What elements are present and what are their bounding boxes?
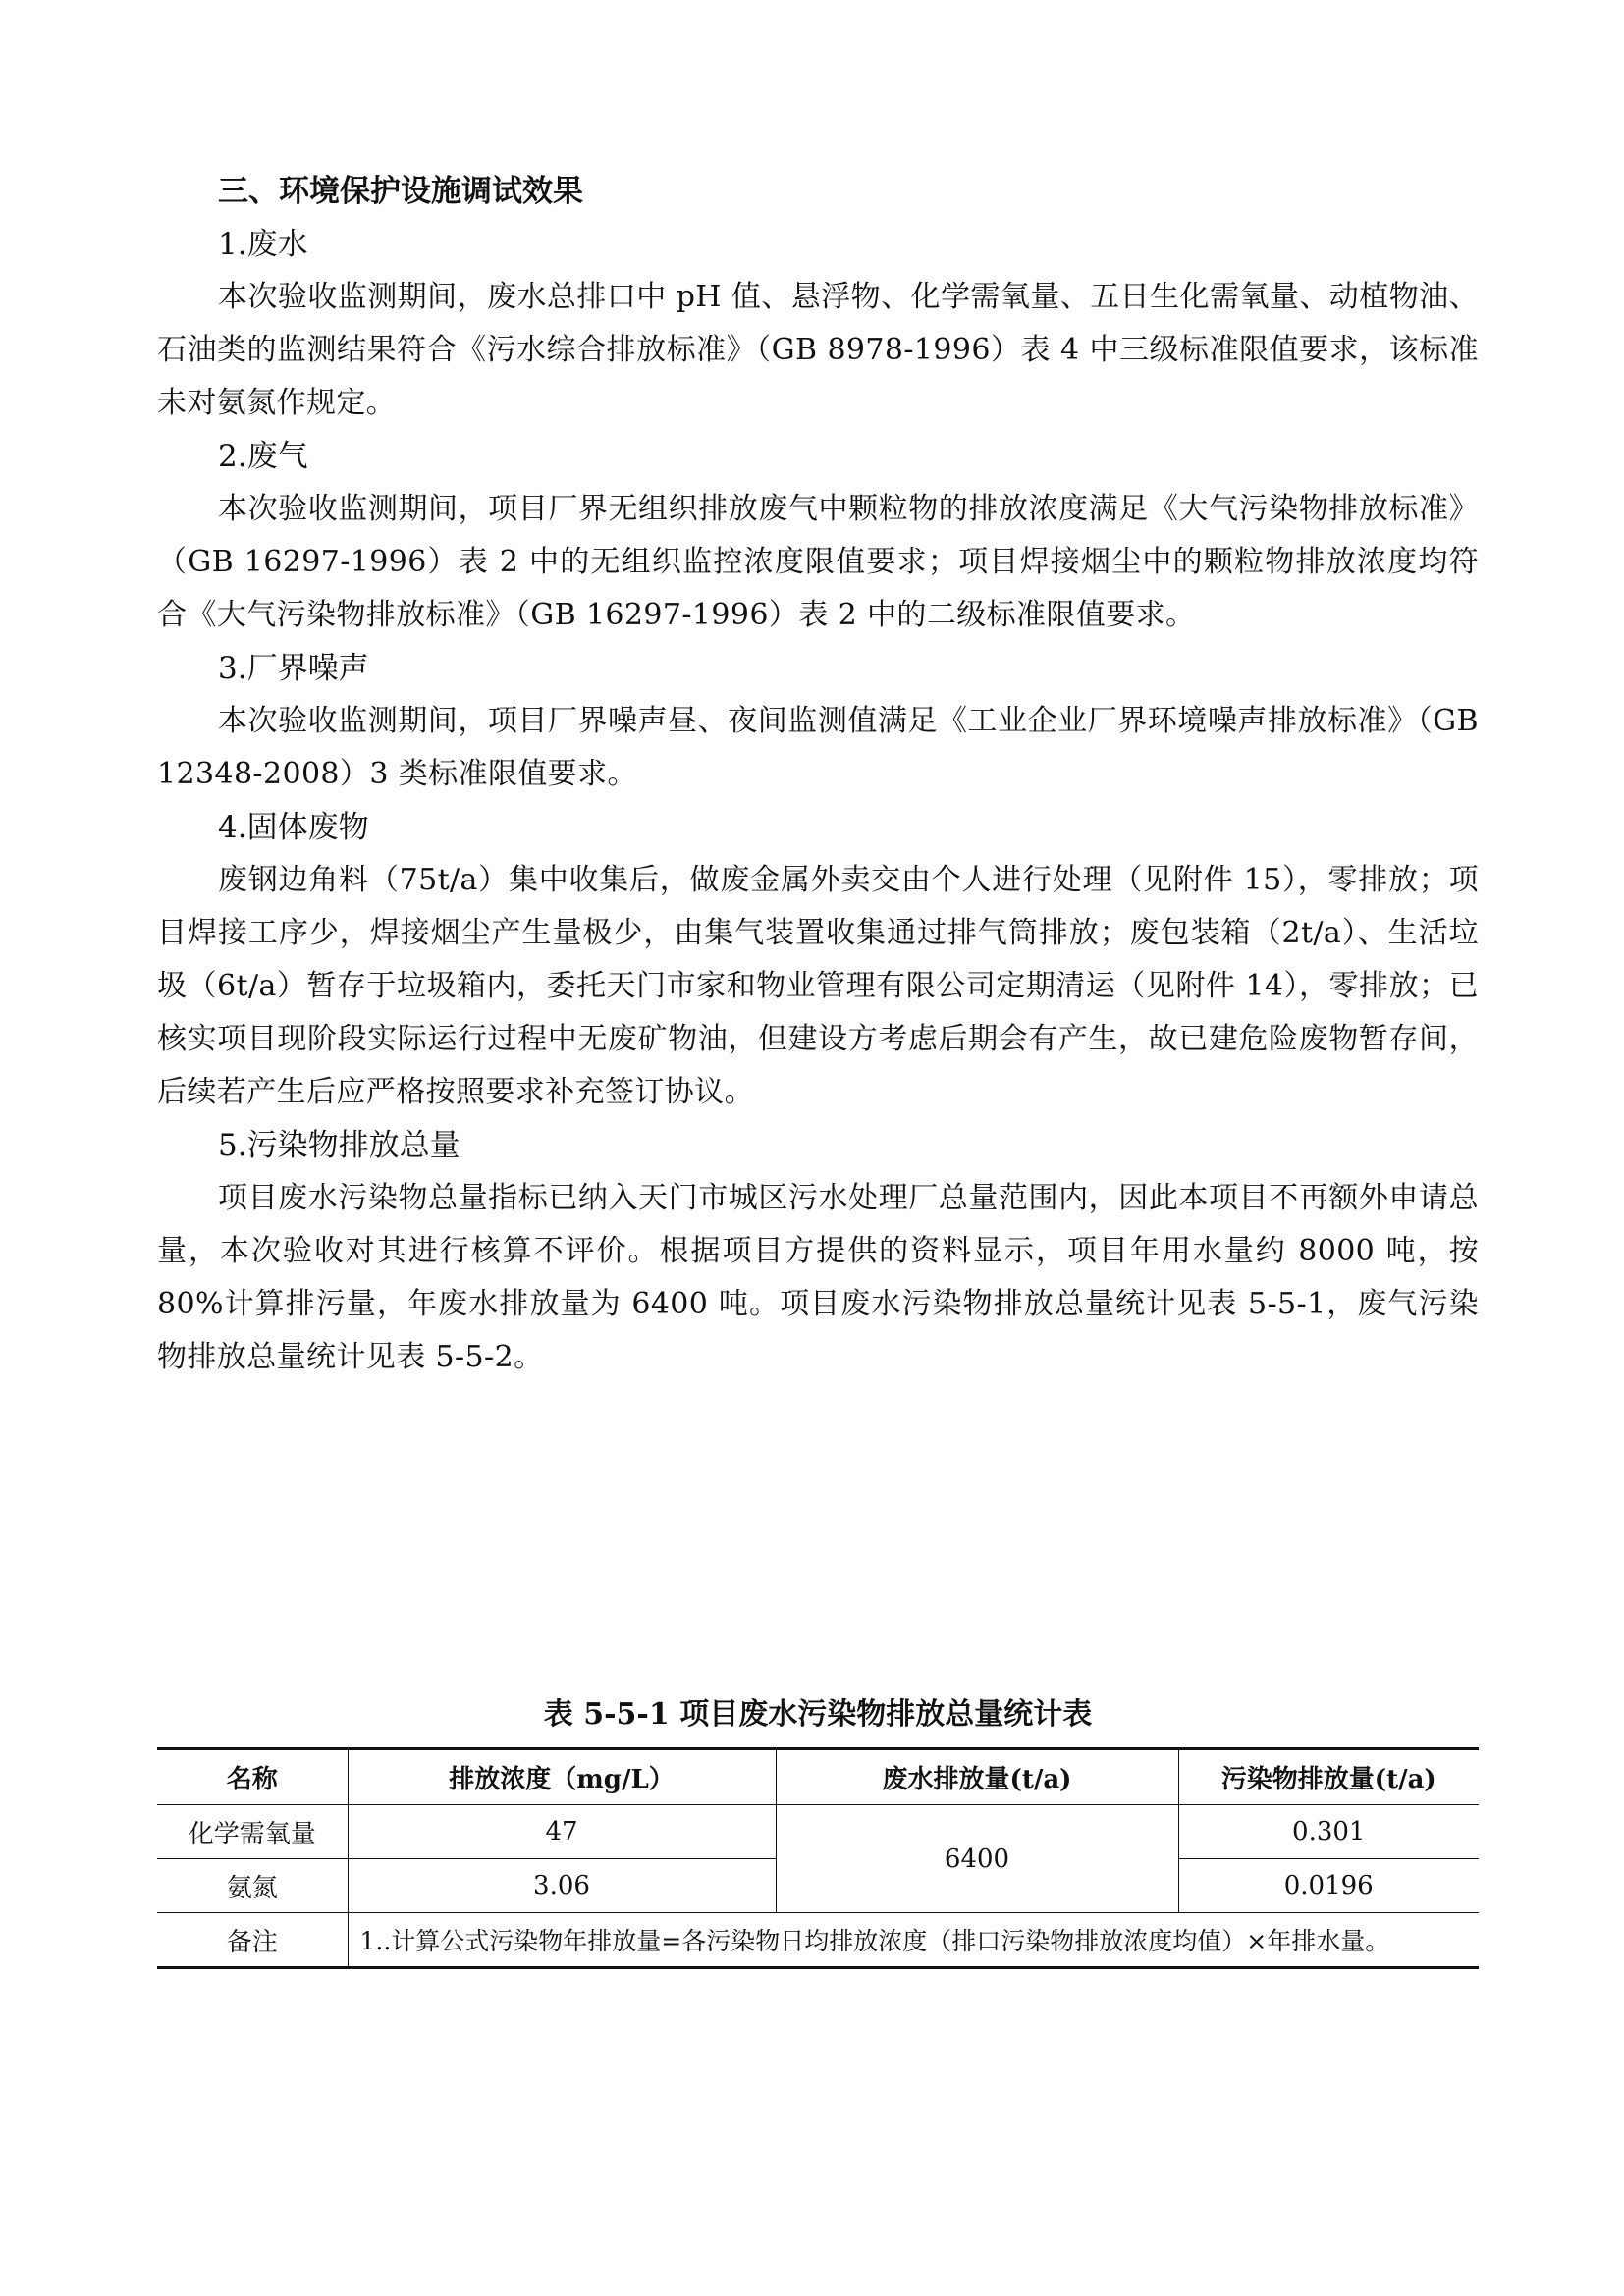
document-body: [157, 165, 1479, 1384]
cell-name: 化学需氧量: [157, 1805, 348, 1859]
table-header-row: [157, 1749, 1479, 1805]
note-label: 备注: [157, 1913, 348, 1968]
exhaust-paragraph: 本次验收监测期间，项目厂界无组织排放废气中颗粒物的排放浓度满足《大气污染物排放标准》（GB 16297-1996）表 2 中的无组织监控浓度限值要求；项目焊接烟尘中的颗粒物排放浓度均符合《大气污染物排放标准》（GB 16297-1996）表 2 中的二级标准限值要求。: [157, 492, 1479, 632]
cell-concentration: 3.06: [348, 1859, 776, 1913]
noise-paragraph: 本次验收监测期间，项目厂界噪声昼、夜间监测值满足《工业企业厂界环境噪声排放标准》（GB 12348-2008）3 类标准限值要求。: [157, 704, 1479, 791]
cell-concentration: 47: [348, 1805, 776, 1859]
solid-waste-heading: 4.固体废物: [218, 810, 369, 845]
solid-waste-paragraph: 废钢边角料（75t/a）集中收集后，做废金属外卖交由个人进行处理（见附件 15），零排放；项目焊接工序少，焊接烟尘产生量极少，由集气装置收集通过排气筒排放；废包装箱（2t/a）、生活垃圾（6t/a）暂存于垃圾箱内，委托天门市家和物业管理有限公司定期清运（见附件 14），零排放；已核实项目现阶段实际运行过程中无废矿物油，但建设方考虑后期会有产生，故已建危险废物暂存间，后续若产生后应严格按照要求补充签订协议。: [157, 863, 1479, 1109]
table-caption: 表 5-5-1 项目废水污染物排放总量统计表: [543, 1697, 1093, 1732]
total-discharge-heading: 5.污染物排放总量: [218, 1128, 460, 1163]
exhaust-heading: 2.废气: [218, 439, 308, 474]
cell-emission: 0.0196: [1178, 1859, 1479, 1913]
pollutant-discharge-table: [157, 1747, 1479, 1969]
noise-heading: 3.厂界噪声: [218, 651, 369, 686]
header-wastewater-volume: 废水排放量(t/a): [776, 1749, 1178, 1805]
table-note-row: [157, 1913, 1479, 1968]
wastewater-paragraph: 本次验收监测期间，废水总排口中 pH 值、悬浮物、化学需氧量、五日生化需氧量、动植物油、石油类的监测结果符合《污水综合排放标准》（GB 8978-1996）表 4 中三级标准限值要求，该标准未对氨氮作规定。: [157, 280, 1479, 420]
total-discharge-paragraph: 项目废水污染物总量指标已纳入天门市城区污水处理厂总量范围内，因此本项目不再额外申请总量，本次验收对其进行核算不评价。根据项目方提供的资料显示，项目年用水量约 8000 吨，按 80%计算排污量，年废水排放量为 6400 吨。项目废水污染物排放总量统计见表 5-5-1，废气污染物排放总量统计见表 5-5-2。: [157, 1181, 1479, 1374]
note-text: 1..计算公式污染物年排放量=各污染物日均排放浓度（排口污染物排放浓度均值）×年排水量。: [348, 1913, 1479, 1968]
cell-emission: 0.301: [1178, 1805, 1479, 1859]
header-concentration: 排放浓度（mg/L）: [348, 1749, 776, 1805]
cell-wastewater-volume: 6400: [776, 1805, 1178, 1913]
header-name: 名称: [157, 1749, 348, 1805]
table-row: [157, 1805, 1479, 1859]
header-pollutant-emission: 污染物排放量(t/a): [1178, 1749, 1479, 1805]
cell-name: 氨氮: [157, 1859, 348, 1913]
section-title: 三、环境保护设施调试效果: [218, 174, 583, 209]
wastewater-heading: 1.废水: [218, 227, 308, 262]
